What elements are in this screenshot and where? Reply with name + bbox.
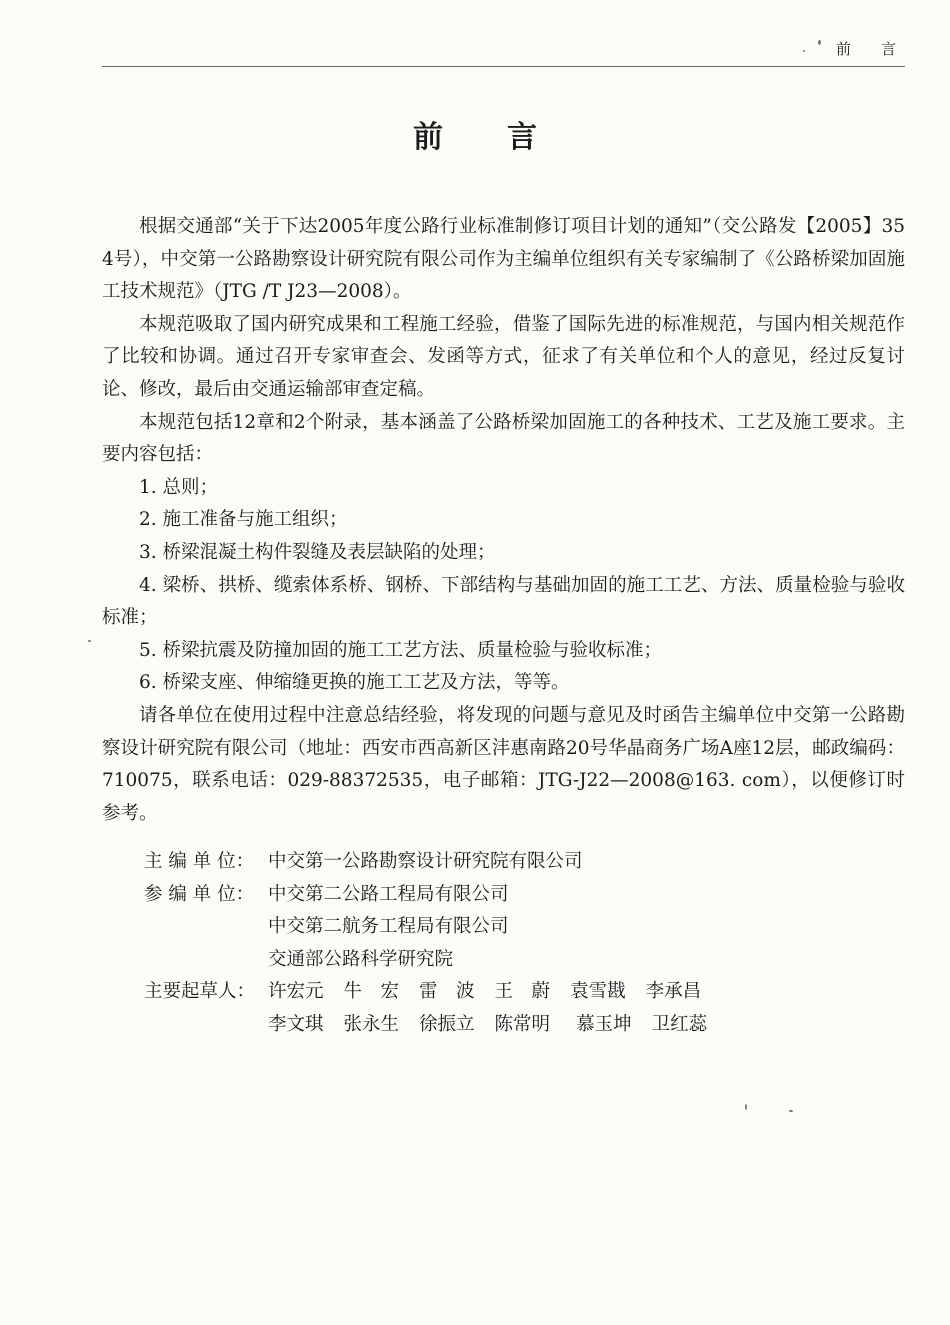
- participating-unit-name: 中交第二公路工程局有限公司: [268, 883, 509, 905]
- preface-body: [102, 211, 905, 830]
- paragraph-feedback: 请各单位在使用过程中注意总结经验，将发现的问题与意见及时函告主编单位中交第一公路勘察设计研究院有限公司（地址：西安市西高新区沣惠南路20号华晶商务广场A座12层，邮政编码：710075，联系电话：029-88372535，电子邮箱：JTG-J22—2008@163. com），以便修订时参考。: [102, 704, 905, 824]
- drafter-name: 王 蔚: [494, 981, 551, 1002]
- contents-item: 5. 桥梁抗震及防撞加固的施工工艺方法、质量检验与验收标准；: [139, 639, 663, 661]
- participating-unit-label: 参 编 单 位：: [144, 883, 255, 905]
- drafter-name: 徐振立: [419, 1013, 475, 1035]
- paragraph-background: 根据交通部“关于下达2005年度公路行业标准制修订项目计划的通知”（交公路发【2005】354号），中交第一公路勘察设计研究院有限公司作为主编单位组织有关专家编制了《公路桥梁加固施工技术规范》（JTG /T J23—2008）。: [102, 216, 905, 303]
- page-title-char: 前: [413, 120, 443, 155]
- credits-block: [144, 846, 727, 1041]
- drafters-row: [144, 1009, 727, 1042]
- header-rule: [102, 66, 905, 67]
- scan-speck: [803, 50, 805, 52]
- page-title-char: 言: [507, 120, 537, 155]
- drafters-row: [144, 976, 727, 1009]
- scan-speck: [88, 640, 91, 642]
- participating-unit-name: 交通部公路科学研究院: [268, 948, 454, 970]
- participating-unit-row: [144, 944, 727, 977]
- contents-item: 4. 梁桥、拱桥、缆索体系桥、钢桥、下部结构与基础加固的施工工艺、方法、质量检验与验收标准；: [102, 574, 905, 629]
- drafters-list: [268, 976, 721, 1009]
- drafter-name: 袁雪戡: [570, 981, 626, 1002]
- contents-item: 1. 总则；: [139, 476, 219, 498]
- running-header-char: 前: [836, 40, 852, 58]
- running-header-char: 言: [881, 40, 897, 58]
- drafter-name: 卫红蕊: [651, 1013, 708, 1035]
- drafters-list: [268, 1009, 727, 1042]
- participating-unit-row: [144, 879, 727, 912]
- contents-item: 3. 桥梁混凝土构件裂缝及表层缺陷的处理；: [139, 541, 496, 563]
- drafter-name: 张永生: [343, 1013, 400, 1035]
- chief-unit-label: 主 编 单 位：: [144, 851, 255, 872]
- page-title: [0, 112, 950, 156]
- running-header: [836, 38, 896, 59]
- chief-unit-row: [144, 846, 727, 879]
- contents-item: 6. 桥梁支座、伸缩缝更换的施工工艺及方法，等等。: [139, 672, 570, 694]
- drafter-name: 牛 宏: [343, 981, 400, 1002]
- drafter-name: 李文琪: [268, 1013, 324, 1035]
- participating-unit-name: 中交第二航务工程局有限公司: [268, 916, 509, 937]
- drafter-name: 陈常明: [494, 1013, 551, 1035]
- scan-speck: [818, 40, 821, 45]
- drafter-name: 雷 波: [419, 981, 475, 1002]
- paragraph-approach: 本规范吸取了国内研究成果和工程施工经验，借鉴了国际先进的标准规范，与国内相关规范作了比较和协调。通过召开专家审查会、发函等方式，征求了有关单位和个人的意见，经过反复讨论、修改，最后由交通运输部审查定稿。: [102, 313, 905, 400]
- drafter-name: 慕玉坤: [576, 1013, 632, 1035]
- paragraph-scope: 本规范包括12章和2个附录，基本涵盖了公路桥梁加固施工的各种技术、工艺及施工要求。主要内容包括：: [102, 411, 905, 466]
- drafter-name: 许宏元: [268, 981, 324, 1002]
- chief-unit-name: 中交第一公路勘察设计研究院有限公司: [268, 851, 583, 872]
- contents-item: 2. 施工准备与施工组织；: [139, 509, 348, 531]
- drafters-label: 主要起草人：: [144, 981, 256, 1002]
- participating-unit-row: [144, 911, 727, 944]
- scan-speck: [745, 1104, 747, 1110]
- scan-speck: [789, 1110, 793, 1112]
- drafter-name: 李承昌: [645, 981, 702, 1002]
